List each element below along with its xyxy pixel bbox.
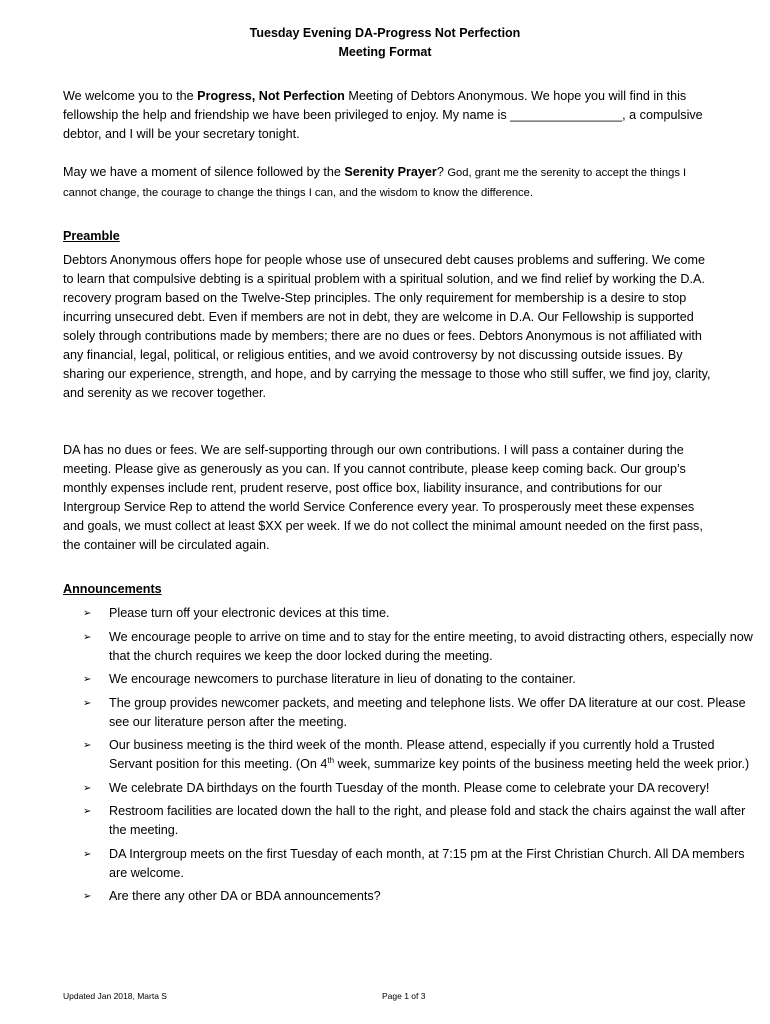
arrow-bullet-icon: ➢ xyxy=(83,740,92,751)
list-item xyxy=(63,802,753,840)
list-item-text: We encourage people to arrive on time and to stay for the entire meeting, to avoid distracting others, especially now that the church requires we keep the door locked during the meeting. xyxy=(109,629,753,663)
announcements-list xyxy=(63,604,753,911)
arrow-bullet-icon: ➢ xyxy=(83,848,92,860)
business-text-2: week, summarize key points of the business meeting held the week prior.) xyxy=(334,757,750,771)
list-item xyxy=(63,694,753,732)
document-title xyxy=(0,24,770,62)
arrow-bullet-icon: ➢ xyxy=(83,631,92,643)
arrow-bullet-icon: ➢ xyxy=(83,782,92,794)
arrow-bullet-icon: ➢ xyxy=(83,891,92,902)
arrow-bullet-icon: ➢ xyxy=(83,806,92,817)
list-item xyxy=(63,779,753,798)
list-item-text: DA Intergroup meets on the first Tuesday of each month, at 7:15 pm at the First Christian Church. All DA members are welcome. xyxy=(109,846,745,880)
list-item xyxy=(63,670,753,689)
list-item xyxy=(63,604,753,623)
welcome-text-1: We welcome you to the xyxy=(63,89,198,103)
meeting-name: Progress, Not Perfection xyxy=(197,89,345,103)
list-item-text: We encourage newcomers to purchase literature in lieu of donating to the container. xyxy=(109,672,576,686)
title-line-1: Tuesday Evening DA-Progress Not Perfection xyxy=(249,26,521,40)
title-line-2: Meeting Format xyxy=(338,45,432,59)
list-item-text: We celebrate DA birthdays on the fourth Tuesday of the month. Please come to celebrate your DA recovery! xyxy=(109,780,710,795)
list-item-text: Please turn off your electronic devices at this time. xyxy=(109,606,390,620)
list-item xyxy=(63,887,753,906)
list-item-text: The group provides newcomer packets, and meeting and telephone lists. We offer DA literature at our cost. Please see our literature person after the meeting. xyxy=(109,695,746,729)
announcements-heading: Announcements xyxy=(63,582,162,596)
arrow-bullet-icon: ➢ xyxy=(83,608,92,619)
list-item xyxy=(63,845,753,883)
serenity-prayer-label: Serenity Prayer xyxy=(344,165,437,179)
preamble-heading: Preamble xyxy=(63,229,120,243)
welcome-text-2: Meeting of Debtors Anonymous. We hope you will find in this fellowship the help and friendship we have been privileged to enjoy. My name is ________________, a compulsive debtor, and I will be your secretary tonight. xyxy=(63,89,703,141)
dues-paragraph: DA has no dues or fees. We are self-supporting through our own contributions. I will pass a container during the meeting. Please give as generously as you can. If you cannot contribute, please keep coming back. Our group’s monthly expenses include rent, prudent reserve, post office box, liability insurance, and contributions for our Intergroup Service Rep to attend the world Service Conference every year. To prosperously meet these expenses and goals, we must collect at least $XX per week. If we do not collect the minimal amount needed on the first pass, the container will be circulated again. xyxy=(63,443,703,552)
preamble-paragraph: Debtors Anonymous offers hope for people whose use of unsecured debt causes problems and suffering. We come to learn that compulsive debting is a spiritual problem with a spiritual solution, and we find relief by working the D.A. recovery program based on the Twelve-Step principles. The only requirement for membership is a desire to stop incurring unsecured debt. Even if members are not in debt, they are welcome in D.A. Our Fellowship is supported solely through contributions made by members; there are no dues or fees. Debtors Anonymous is not affiliated with any financial, legal, political, or religious entities, and we avoid controversy by not discussing outside issues. By sharing our experience, strength, and hope, and by carrying the message to those who still suffer, we find joy, clarity, and serenity as we recover together. xyxy=(63,253,711,400)
list-item-text: Restroom facilities are located down the hall to the right, and please fold and stack the chairs against the wall after the meeting. xyxy=(109,804,746,837)
business-text-1: Our business meeting is the third week of the month. Please attend, especially if you currently hold a Trusted Servant position for this meeting. (On 4 xyxy=(109,738,715,771)
footer-page-number: Page 1 of 3 xyxy=(382,991,426,1001)
footer-updated: Updated Jan 2018, Marta S xyxy=(63,991,167,1001)
silence-text-1: May we have a moment of silence followed by the xyxy=(63,165,345,179)
arrow-bullet-icon: ➢ xyxy=(83,674,92,685)
serenity-prayer-text: God, grant me the serenity to accept the things I cannot change, the courage to change the things I can, and the wisdom to know the difference. xyxy=(63,167,687,199)
ordinal-suffix: th xyxy=(327,755,335,765)
list-item xyxy=(63,736,753,774)
welcome-paragraph xyxy=(63,87,713,144)
arrow-bullet-icon: ➢ xyxy=(83,697,92,709)
silence-text-2: ? xyxy=(436,165,448,179)
silence-paragraph xyxy=(63,163,713,203)
list-item-text: Are there any other DA or BDA announcements? xyxy=(109,889,381,903)
list-item xyxy=(63,628,753,666)
